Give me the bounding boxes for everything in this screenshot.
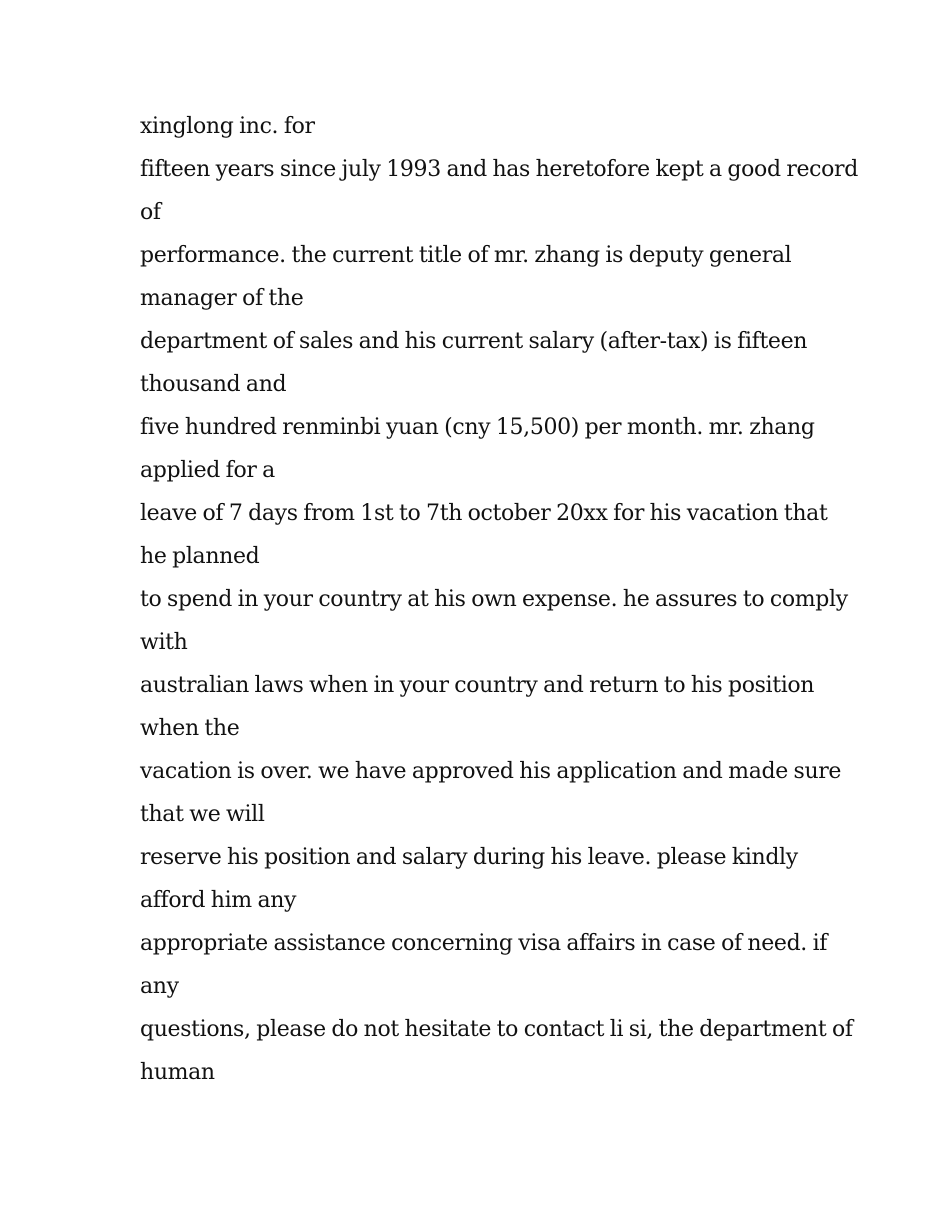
- text-line: appropriate assistance concerning visa affairs in case of need. if: [140, 931, 828, 956]
- text-line: manager of the: [140, 286, 304, 311]
- text-line: xinglong inc. for: [140, 114, 315, 139]
- text-line: performance. the current title of mr. zhang is deputy general: [140, 243, 792, 268]
- text-line: australian laws when in your country and return to his position: [140, 673, 815, 698]
- text-line: fifteen years since july 1993 and has heretofore kept a good record: [140, 157, 858, 182]
- text-line: five hundred renminbi yuan (cny 15,500) per month. mr. zhang: [140, 415, 815, 440]
- letter-body: [140, 105, 858, 1094]
- text-line: applied for a: [140, 458, 275, 483]
- text-line: he planned: [140, 544, 260, 569]
- text-line: questions, please do not hesitate to contact li si, the department of: [140, 1017, 853, 1042]
- text-line: department of sales and his current salary (after-tax) is fifteen: [140, 329, 808, 354]
- text-line: reserve his position and salary during his leave. please kindly: [140, 845, 798, 870]
- text-line: any: [140, 974, 179, 999]
- text-line: human: [140, 1060, 215, 1085]
- text-line: thousand and: [140, 372, 287, 397]
- text-line: afford him any: [140, 888, 297, 913]
- text-line: to spend in your country at his own expense. he assures to comply: [140, 587, 848, 612]
- text-line: vacation is over. we have approved his application and made sure: [140, 759, 842, 784]
- text-line: when the: [140, 716, 240, 741]
- text-line: with: [140, 630, 188, 655]
- text-line: of: [140, 200, 161, 225]
- text-line: that we will: [140, 802, 265, 827]
- text-line: leave of 7 days from 1st to 7th october 20xx for his vacation that: [140, 501, 828, 526]
